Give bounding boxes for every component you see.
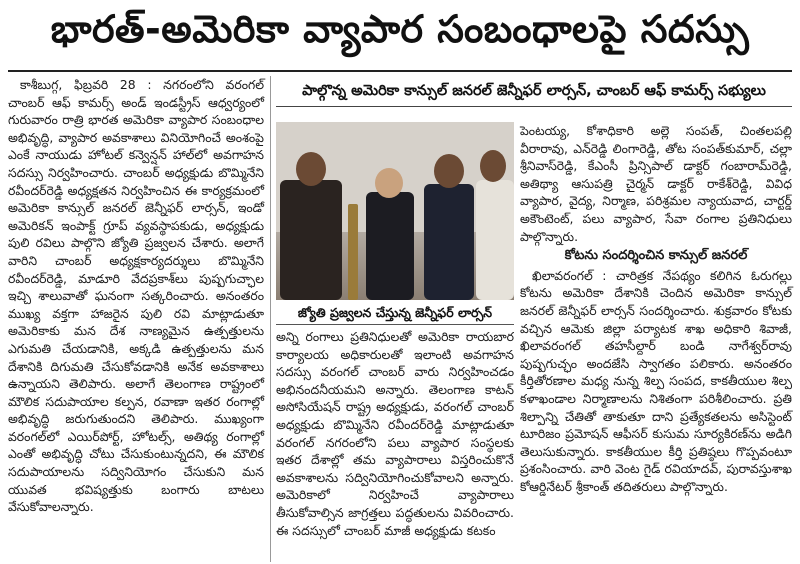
photo-caption: జ్యోతి ప్రజ్వలన చేస్తున్న జెన్నీఫర్ లార్సన్‌ — [276, 302, 514, 325]
article-column-left — [8, 76, 264, 562]
section-heading: కోటను సందర్శించిన కాన్సుల్ జనరల్ — [564, 248, 748, 264]
photo-person-far-right — [476, 180, 514, 300]
photo-oil-lamp — [348, 204, 358, 300]
photo-person-far-right-head — [480, 150, 506, 182]
news-photo — [276, 122, 514, 300]
subheadline-rule — [276, 106, 792, 107]
headline-rule — [8, 70, 792, 72]
photo-person-woman-head — [375, 168, 403, 198]
article-column-right — [520, 122, 792, 562]
article-paragraph: కాశీబుగ్గ, ఫిబ్రవరి 28 : నగరంలోని వరంగల్ చాంబర్ ఆఫ్ కామర్స్ అండ్ ఇండస్ట్రీస్ ఆధ్వర్యంలో గురువారం రాత్రి భారత అమెరికా వ్యాపార సంబంధాల అభివృద్ధి, వ్యాపార అవకాశాలు వినియోగించే అంశంపై ఎంకే నాయుడు హోటల్ కన్వెన్షన్ హాల్‌లో అవగాహన సదస్సు నిర్వహించారు. చాంబర్ అధ్యక్షుడు బొమ్మినేని రవీందర్‌రెడ్డి అధ్యక్షతన నిర్వహించిన ఈ కార్యక్రమంలో అమెరికా కాన్సుల్ జనరల్ జెన్నీఫర్ లార్సన్‌, ఇండో అమెరికన్ ఇంపాక్ట్ గ్రూప్ వ్యవస్థాపకుడు, అధ్యక్షుడు పులి రవిలు పాల్గొని జ్యోతి ప్రజ్వలన చేశారు. అలాగే వారిని చాంబర్ అధ్యక్షకార్యదర్శులు బొమ్మినేని రవీందర్‌రెడ్డి, మాడూరి వేదప్రకాశ్‌లు పుష్పగుచ్ఛాల ఇచ్చి శాలువాతో ఘనంగా సత్కరించారు. అనంతరం ముఖ్య వక్తగా హాజరైన పులి రవి మాట్లాడుతూ అమెరికాకు మన దేశ నాణ్యమైన ఉత్పత్తులను ఎగుమతి చేయడానికి, అక్కడి ఉత్పత్తులను మన దేశానికి దిగుమతి చేసుకోవడానికి అనేక అవకాశాలు ఉన్నాయని తెలిపారు. అలాగే తెలంగాణ రాష్ట్రంలో మౌలిక సదుపాయాల కల్పన, రవాణా ఇతర రంగాల్లో అభివృద్ధి జరుగుతుందని తెలిపారు. ముఖ్యంగా వరంగల్‌లో ఎయిర్‌పోర్ట్‌, హోటల్స్‌, అతిథ్య రంగాల్లో ఎంతో అభివృద్ధి చోటు చేసుకుంటున్నదని, ఈ మౌలిక సదుపాయాలను సద్వినియోగం చేసుకుని మన యువత భవిష్యత్తుకు బంగారు బాటలు వేసుకోవాలన్నారు. — [8, 77, 264, 515]
photo-person-left-head — [296, 152, 326, 186]
subheadline: పాల్గొన్న అమెరికా కాన్సుల్ జనరల్ జెన్నీఫర్ లార్సన్‌, చాంబర్ ఆఫ్ కామర్స్ సభ్యులు — [302, 83, 766, 99]
photo-person-left — [280, 180, 342, 300]
photo-person-right — [424, 184, 474, 300]
column-divider — [270, 76, 271, 562]
headline: భారత్‌-అమెరికా వ్యాపార సంబంధాలపై సదస్సు — [50, 7, 750, 51]
article-column-middle — [276, 328, 514, 562]
article-paragraph: పెంటయ్య, కోశాధికారి అల్లె సంపత్‌, చింతలపల్లి వీరారావు, ఎన్‌రెడ్డి లింగారెడ్డి, తోట సంపత్‌కుమార్‌, చల్లా శ్రీనివాస్‌రెడ్డి, కేఎంసీ ప్రిన్సిపాల్ డాక్టర్ గంబారామ్‌రెడ్డి, అతిథ్యా ఆసుపత్రి చైర్మన్ డాక్టర్ రాకేశ్‌రెడ్డి, వివిధ వ్యాపార, వైద్య, నిర్మాణ, పరిశ్రమల న్యాయవాద, చార్టర్డ్ అకౌంటెంట్‌, పలు వ్యాపార, సేవా రంగాల ప్రతినిధులు పాల్గొన్నారు. — [520, 123, 792, 244]
photo-person-right-head — [434, 154, 464, 188]
article-paragraph: అన్ని రంగాలు ప్రతినిధులతో అమెరికా రాయబార కార్యాలయ అధికారులతో ఇలాంటి అవగాహన సదస్సు వరంగల్ చాంబర్ వారు నిర్వహించడం అభినందనీయమని అన్నారు. తెలంగాణ కాటన్ అసోసియేషన్ రాష్ట్ర అధ్యక్షుడు, వరంగల్ చాంబర్ అధ్యక్షుడు బొమ్మినేని రవీందర్‌రెడ్డి మాట్లాడుతూ వరంగల్ నగరంలోని పలు వ్యాపార సంస్థలకు ఇతర దేశాల్లో తమ వ్యాపారాలు విస్తరించుకొనే అవకాశాలను సద్వినియోగించుకోవాలని అన్నారు. అమెరికాలో నిర్వహించే వ్యాపారాలు తీసుకోవాల్సిన జాగ్రత్తలు పద్ధతులను వివరించారు. ఈ సదస్సులో చాంబర్ మాజీ అధ్యక్షుడు కటకం — [276, 329, 514, 538]
photo-person-woman — [366, 192, 414, 300]
article-paragraph: ఖిలావరంగల్ : చారిత్రక నేపథ్యం కలిగిన ఓరుగల్లు కోటను అమెరికా దేశానికి చెందిన అమెరికా కాన్సుల్ జనరల్ జెన్నీఫర్ లార్సన్‌ సందర్శించారు. శుక్రవారం కోటకు వచ్చిన ఆమెకు జిల్లా పర్యాటక శాఖ అధికారి శివాజీ, ఖిలావరంగల్ తహసీల్దార్‌ బండి నాగేశ్వర్‌రావు పుష్పగుచ్ఛం అందజేసి స్వాగతం పలికారు. అనంతరం కీర్తితోరణాల మధ్య నున్న శిల్ప సంపద, కాకతీయుల శిల్ప కళాఖండాల నిర్మాణాలను నిశితంగా పరిశీలించారు. ప్రతి శిల్పాన్ని చేతితో తాకుతూ దాని ప్రత్యేకతలను అసిస్టెంట్ టూరిజం ప్రమోషన్ ఆఫీసర్ కుసుమ సూర్యకిరణ్‌ను అడిగి తెలుసుకున్నారు. కాకతీయుల కీర్తి ప్రతిష్ఠలు గొప్పవంటూ ప్రశంసించారు. వారి వెంట గైడ్ రవియాదవ్‌, పురావస్తుశాఖ కోఆర్డినేటర్ శ్రీకాంత్ తదితరులు పాల్గొన్నారు. — [520, 267, 792, 494]
